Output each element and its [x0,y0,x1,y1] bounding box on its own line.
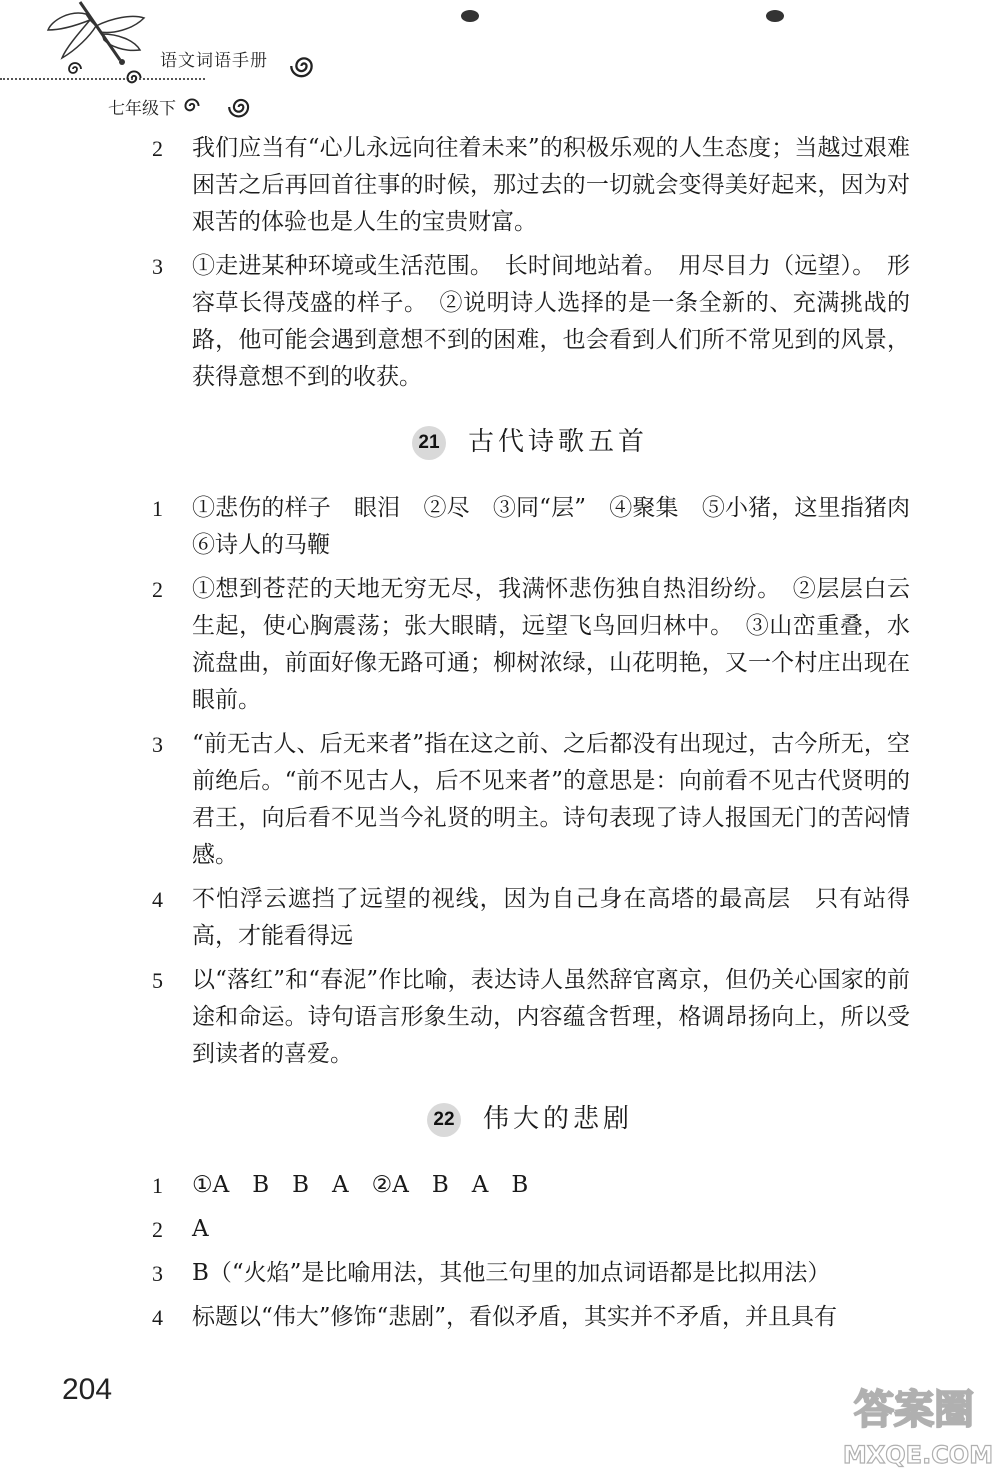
swirl-icon [64,58,86,80]
answer-item [150,1211,910,1248]
item-text: 以“落红”和“春泥”作比喻，表达诗人虽然辞官离京，但仍关心国家的前途和命运。诗句语言形象生动，内容蕴含哲理，格调昂扬向上，所以受到读者的喜爱。 [192,967,910,1067]
section-title: 伟大的悲剧 [482,1104,633,1134]
item-number: 3 [152,1261,163,1286]
item-number: 1 [152,1173,163,1198]
ink-dot-icon [760,6,790,26]
answer-list-21 [150,490,933,1073]
swirl-icon [290,52,318,80]
answer-item [150,1255,910,1292]
item-text: ①走进某种环境或生活范围。 长时间地站着。 用尽目力（远望）。 形容草长得茂盛的样子。 ②说明诗人选择的是一条全新的、充满挑战的路，他可能会遇到意想不到的困难，也会看到人们所不常见到的风景，获得意想不到的收获。 [192,253,910,390]
page-number: 204 [62,1373,113,1406]
item-text: 我们应当有“心儿永远向往着未来”的积极乐观的人生态度；当越过艰难困苦之后再回首往事的时候，那过去的一切就会变得美好起来，因为对艰苦的体验也是人生的宝贵财富。 [192,135,910,235]
answer-item [150,490,933,564]
item-text: “前无古人、后无来者”指在这之前、之后都没有出现过，古今所无，空前绝后。“前不见古人，后不见来者”的意思是：向前看不见古代贤明的君王，向后看不见当今礼贤的明主。诗句表现了诗人报国无门的苦闷情感。 [192,731,910,868]
page-header [0,0,1000,130]
item-text: ①A B B A ②A B A B [192,1172,529,1198]
item-number: 3 [152,732,163,757]
answer-item [150,881,910,955]
lesson-number-badge: 22 [427,1103,461,1137]
section-heading-22 [150,1097,910,1141]
watermark-logo [830,1365,1000,1475]
answer-list-previous [150,130,910,396]
book-title: 语文词语手册 [160,51,268,71]
item-text: 不怕浮云遮挡了远望的视线，因为自己身在高塔的最高层 只有站得高，才能看得远 [192,886,910,949]
item-number: 3 [152,254,163,279]
answer-item [150,726,910,874]
answer-item [150,130,910,241]
item-number: 1 [152,496,163,521]
answer-list-22 [150,1167,910,1336]
answer-item [150,248,910,396]
item-number: 2 [152,136,163,161]
item-text: B（“火焰”是比喻用法，其他三句里的加点词语都是比拟用法） [192,1260,831,1286]
item-text: 标题以“伟大”修饰“悲剧”，看似矛盾，其实并不矛盾，并且具有 [192,1304,838,1330]
header-divider [0,78,205,80]
section-title: 古代诗歌五首 [467,427,648,457]
swirl-icon [180,94,204,118]
answer-item [150,1299,910,1336]
item-number: 4 [152,1305,163,1330]
grade-label: 七年级下 [108,99,176,119]
ink-dot-icon [455,6,485,26]
item-text: A [192,1216,209,1242]
answer-item [150,571,910,719]
watermark-title: 答案圈 [854,1387,974,1433]
item-text: ①悲伤的样子 眼泪 ②尽 ③同“层” ④聚集 ⑤小猪，这里指猪肉 ⑥诗人的马鞭 [192,495,933,558]
section-heading-21 [150,420,910,464]
answer-item [150,962,910,1073]
swirl-icon [228,94,254,120]
item-number: 4 [152,887,163,912]
watermark-url: MXQE.COM [842,1441,994,1469]
lesson-number-badge: 21 [412,426,446,460]
item-number: 2 [152,577,163,602]
page-content [150,130,933,1343]
answer-item [150,1167,910,1204]
item-number: 2 [152,1217,163,1242]
item-number: 5 [152,968,163,993]
swirl-icon [122,66,146,90]
item-text: ①想到苍茫的天地无穷无尽，我满怀悲伤独自热泪纷纷。 ②层层白云生起，使心胸震荡；张大眼睛，远望飞鸟回归林中。 ③山峦重叠，水流盘曲，前面好像无路可通；柳树浓绿，山花明艳，又一个村庄出现在眼前。 [192,576,910,713]
